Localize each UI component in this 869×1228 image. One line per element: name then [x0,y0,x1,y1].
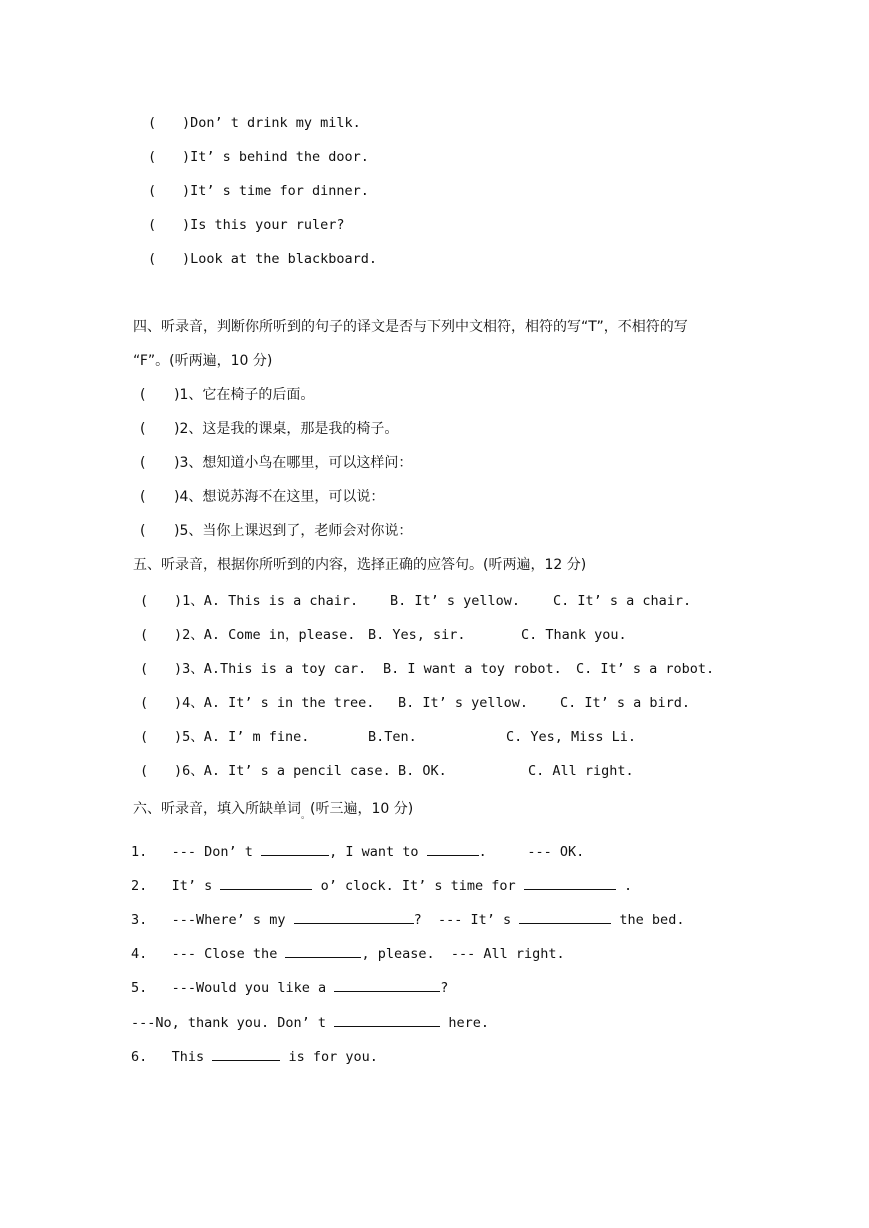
s6-q3: 3. ---Where’ s my ? --- It’ s the bed. [131,909,684,930]
s5-item-6-option-b: B. OK. [398,763,447,779]
answer-blank[interactable] [294,909,414,924]
s5-item-2-option-b: B. Yes, sir. [368,627,466,643]
s5-item-5-option-c: C. Yes, Miss Li. [506,729,637,745]
s6-heading: 六、听录音，填入所缺单词$_。$(听三遍，10 分) [133,801,414,821]
s5-item-1-option-c: C. It’ s a chair. [553,593,692,609]
s5-heading: 五、听录音，根据你所听到的内容，选择正确的应答句。(听两遍，12 分) [133,557,587,573]
answer-blank[interactable] [427,841,479,856]
answer-blank[interactable] [524,875,616,890]
s5-item-2-option-c: C. Thank you. [521,627,627,643]
s4-heading-line1: 四、听录音，判断你所听到的句子的译文是否与下列中文相符，相符的写“T”，不相符的写 [133,319,688,335]
s4-item-4: ( )4、想说苏海不在这里，可以说： [140,489,385,505]
s3-item-1: ( )Don’ t drink my milk. [148,115,361,131]
answer-blank[interactable] [285,943,361,958]
s5-item-6-option-c: C. All right. [528,763,634,779]
s3-item-3: ( )It’ s time for dinner. [148,183,369,199]
s4-item-2: ( )2、这是我的课桌，那是我的椅子。 [140,421,399,437]
s6-q5: 5. ---Would you like a ? [131,977,448,998]
s5-item-1-option-b: B. It’ s yellow. [390,593,521,609]
s6-q2: 2. It’ s o’ clock. It’ s time for . [131,875,632,896]
answer-blank[interactable] [519,909,611,924]
s6-q5-reply: ---No, thank you. Don’ t here. [131,1012,489,1033]
s4-item-3: ( )3、想知道小鸟在哪里，可以这样问： [140,455,413,471]
answer-blank[interactable] [334,1012,440,1027]
answer-blank[interactable] [212,1046,280,1061]
answer-blank[interactable] [220,875,312,890]
s3-item-5: ( )Look at the blackboard. [148,251,378,267]
s5-item-3-option-b: B. I want a toy robot. [383,661,562,677]
s6-q4: 4. --- Close the , please. --- All right. [131,943,565,964]
answer-blank[interactable] [261,841,329,856]
s3-item-2: ( )It’ s behind the door. [148,149,369,165]
s5-item-4-option-b: B. It’ s yellow. [398,695,529,711]
s3-item-4: ( )Is this your ruler? [148,217,345,233]
s5-item-3-option-c: C. It’ s a robot. [576,661,715,677]
s5-item-4-option-c: C. It’ s a bird. [560,695,691,711]
s4-heading-line2: “F”。(听两遍，10 分) [133,353,273,369]
s5-item-5-option-b: B.Ten. [368,729,417,745]
s6-q1: 1. --- Don’ t , I want to . --- OK. [131,841,584,862]
s4-item-1: ( )1、它在椅子的后面。 [140,387,315,403]
s6-q6: 6. This is for you. [131,1046,378,1067]
s4-item-5: ( )5、当你上课迟到了，老师会对你说： [140,523,413,539]
answer-blank[interactable] [334,977,440,992]
